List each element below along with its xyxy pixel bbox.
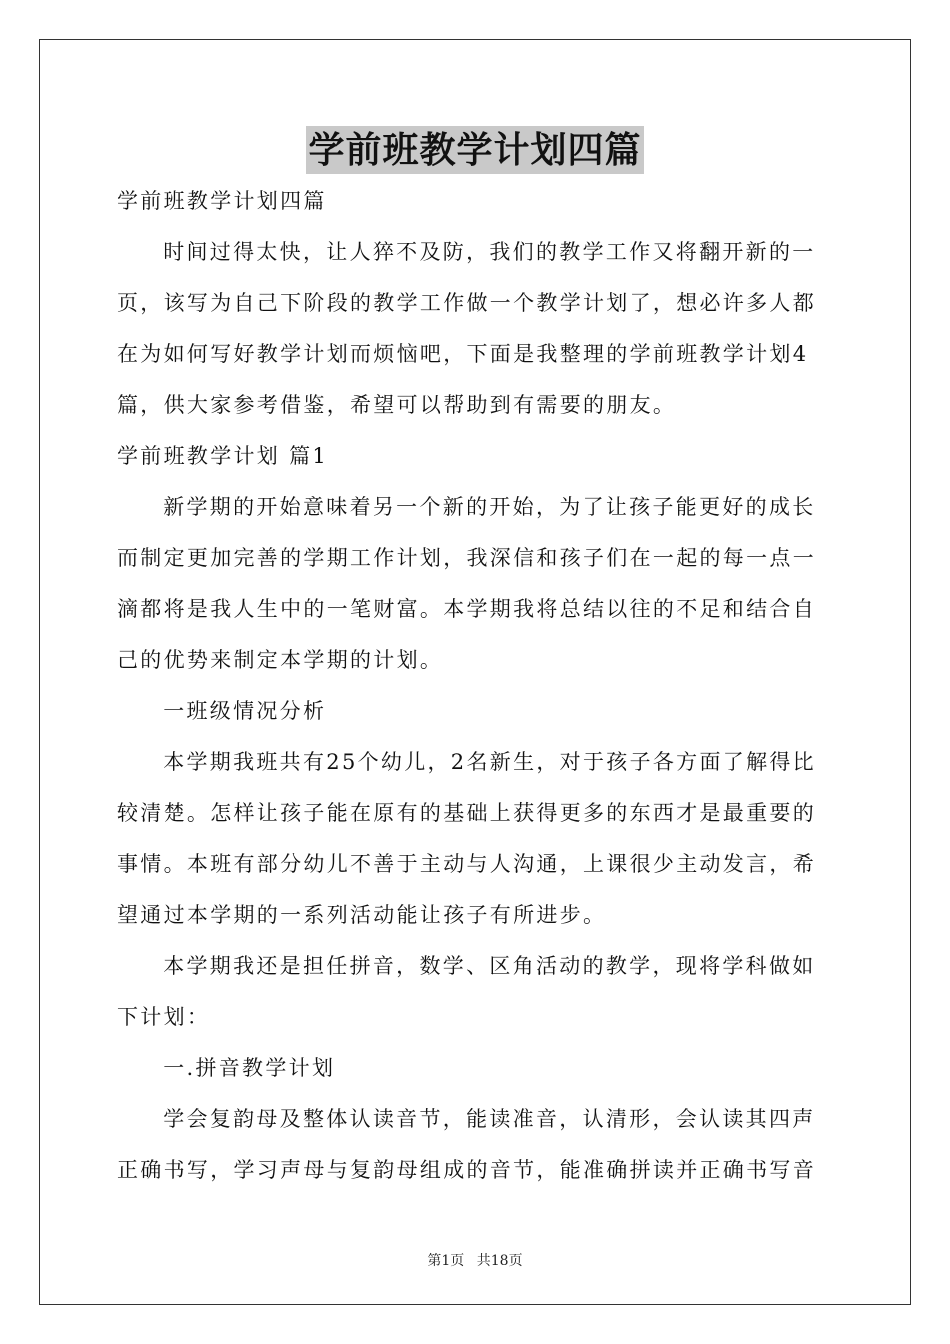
subheading-pinyin-plan: 一.拼音教学计划 <box>163 1056 336 1080</box>
paragraph-subjects: 本学期我还是担任拼音，数学、区角活动的教学，现将学科做如下计划： <box>117 954 816 1029</box>
paragraph-class-analysis: 本学期我班共有25个幼儿，2名新生，对于孩子各方面了解得比较清楚。怎样让孩子能在原有的基础上获得更多的东西才是最重要的事情。本班有部分幼儿不善于主动与人沟通，上课很少主动发言，希望通过本学期的一系列活动能让孩子有所进步。 <box>117 750 816 927</box>
page-number: 第1页 <box>427 1253 465 1269</box>
document-title: 学前班教学计划四篇 <box>306 126 643 174</box>
document-body <box>117 176 833 1196</box>
page-footer <box>0 1250 950 1270</box>
document-title-row <box>0 124 950 178</box>
subheading-class-analysis: 一班级情况分析 <box>163 699 327 723</box>
page-total: 共18页 <box>476 1253 523 1269</box>
paragraph-pinyin-plan: 学会复韵母及整体认读音节，能读准音，认清形，会认读其四声正确书写，学习声母与复韵母组成的音节，能准确拼读并正确书写音 <box>117 1107 816 1182</box>
section-heading-plan-1: 学前班教学计划 篇1 <box>117 444 329 468</box>
paragraph-heading: 学前班教学计划四篇 <box>117 189 327 213</box>
paragraph-intro: 时间过得太快，让人猝不及防，我们的教学工作又将翻开新的一页，该写为自己下阶段的教学工作做一个教学计划了，想必许多人都在为如何写好教学计划而烦恼吧，下面是我整理的学前班教学计划4篇，供大家参考借鉴，希望可以帮助到有需要的朋友。 <box>117 240 816 417</box>
paragraph-new-term: 新学期的开始意味着另一个新的开始，为了让孩子能更好的成长而制定更加完善的学期工作计划，我深信和孩子们在一起的每一点一滴都将是我人生中的一笔财富。本学期我将总结以往的不足和结合自己的优势来制定本学期的计划。 <box>117 495 816 672</box>
